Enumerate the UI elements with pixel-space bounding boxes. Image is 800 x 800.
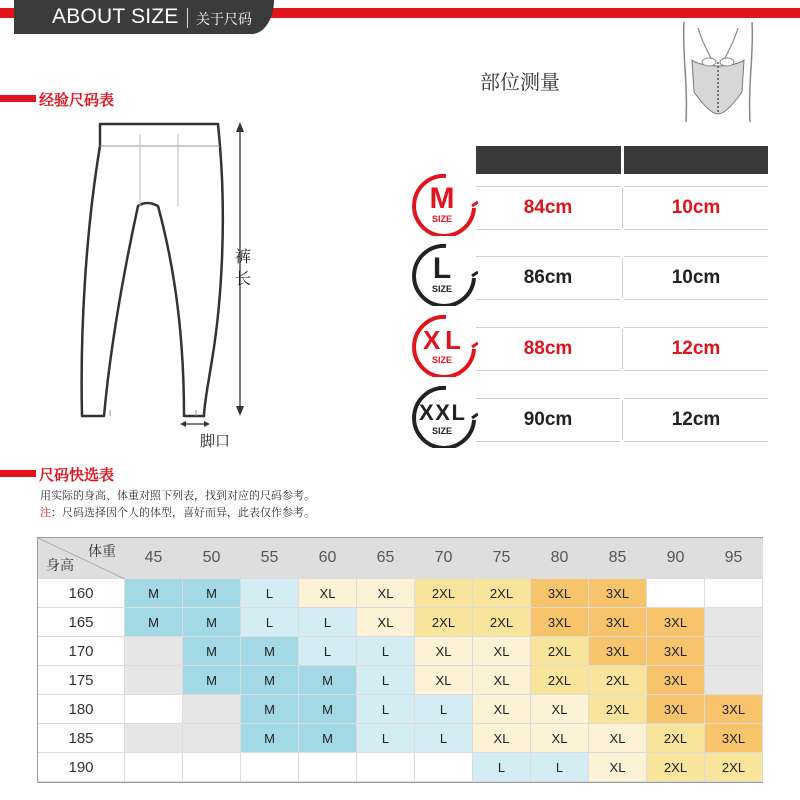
length-value-xxl: 90cm <box>476 398 620 442</box>
size-cell: XL <box>473 724 531 753</box>
size-cell: M <box>241 637 299 666</box>
size-cell: M <box>241 666 299 695</box>
length-value-l: 86cm <box>476 256 620 300</box>
size-cell: XL <box>357 579 415 608</box>
chart-corner <box>38 538 125 579</box>
length-value-xl: 88cm <box>476 327 620 371</box>
badge-size-tag: SIZE <box>431 284 453 294</box>
size-cell <box>125 637 183 666</box>
size-cell: XL <box>473 637 531 666</box>
badge-size-tag: SIZE <box>431 214 453 224</box>
weight-header: 55 <box>241 538 299 579</box>
weight-header: 85 <box>589 538 647 579</box>
size-cell <box>705 608 763 637</box>
size-cell <box>705 666 763 695</box>
badge-size-letter: XL <box>423 325 461 355</box>
height-header: 170 <box>38 637 125 666</box>
cuff-value-xl: 12cm <box>624 327 768 371</box>
weight-header: 50 <box>183 538 241 579</box>
size-cell: XL <box>357 608 415 637</box>
size-cell: L <box>473 753 531 782</box>
weight-header: 60 <box>299 538 357 579</box>
size-cell: L <box>357 666 415 695</box>
size-cell <box>415 753 473 782</box>
size-cell <box>183 753 241 782</box>
size-cell <box>125 695 183 724</box>
size-cell: M <box>241 724 299 753</box>
size-badge-l <box>406 242 478 306</box>
chart-note: 用实际的身高、体重对照下列表，找到对应的尺码参考。 <box>40 489 315 502</box>
section2-title: 尺码快选表 <box>39 466 115 484</box>
size-cell: 2XL <box>705 753 763 782</box>
size-cell: L <box>357 724 415 753</box>
section1-title: 经验尺码表 <box>39 91 115 109</box>
size-cell: L <box>241 579 299 608</box>
size-cell: 3XL <box>589 579 647 608</box>
size-cell: XL <box>299 579 357 608</box>
size-cell: 3XL <box>705 695 763 724</box>
size-badge-xl <box>406 313 478 377</box>
size-cell <box>705 579 763 608</box>
row-separator <box>622 400 623 440</box>
size-badge-m <box>406 172 478 236</box>
size-cell: L <box>415 695 473 724</box>
size-cell: 3XL <box>705 724 763 753</box>
size-cell: M <box>299 695 357 724</box>
corner-weight-label: 体重 <box>88 543 116 559</box>
size-cell: 3XL <box>531 608 589 637</box>
measure-title: 部位测量 <box>480 70 560 94</box>
size-cell <box>183 695 241 724</box>
badge-size-letter: L <box>432 252 452 285</box>
size-cell: 3XL <box>589 608 647 637</box>
size-cell: 2XL <box>415 608 473 637</box>
size-cell: 2XL <box>531 666 589 695</box>
size-cell: 3XL <box>647 695 705 724</box>
weight-header: 90 <box>647 538 705 579</box>
cuff-value-m: 10cm <box>624 186 768 230</box>
size-cell: M <box>299 666 357 695</box>
pants-cuff-label: 脚口 <box>200 432 231 450</box>
size-cell: L <box>531 753 589 782</box>
size-cell: L <box>357 637 415 666</box>
size-cell: M <box>183 608 241 637</box>
size-cell: 2XL <box>473 579 531 608</box>
height-header: 175 <box>38 666 125 695</box>
height-header: 190 <box>38 753 125 782</box>
size-cell: 2XL <box>473 608 531 637</box>
size-cell: 3XL <box>647 666 705 695</box>
size-cell: XL <box>415 637 473 666</box>
size-cell: M <box>183 666 241 695</box>
size-cell: 2XL <box>647 753 705 782</box>
size-cell <box>705 637 763 666</box>
weight-header: 95 <box>705 538 763 579</box>
disclaimer-text: ：尺码选择因个人的体型，喜好而异，此表仅作参考。 <box>51 506 315 519</box>
size-cell <box>647 579 705 608</box>
size-cell <box>125 724 183 753</box>
height-header: 165 <box>38 608 125 637</box>
pants-length-label: 裤长 <box>234 247 251 288</box>
size-header-cuff <box>624 146 768 174</box>
size-cell: 3XL <box>589 637 647 666</box>
size-cell: 2XL <box>589 695 647 724</box>
header-tab <box>14 0 274 34</box>
row-separator <box>622 329 623 369</box>
section2-bar <box>0 470 36 477</box>
size-cell: 2XL <box>415 579 473 608</box>
size-cell: M <box>299 724 357 753</box>
size-cell: XL <box>473 666 531 695</box>
badge-size-tag: SIZE <box>431 426 453 436</box>
disclaimer-prefix: 注 <box>40 506 51 519</box>
weight-header: 80 <box>531 538 589 579</box>
size-cell: XL <box>589 753 647 782</box>
size-cell: XL <box>589 724 647 753</box>
height-header: 180 <box>38 695 125 724</box>
corner-height-label: 身高 <box>46 557 74 573</box>
size-cell: M <box>183 579 241 608</box>
size-cell <box>125 753 183 782</box>
row-separator <box>622 188 623 228</box>
hip-measure-illustration <box>662 22 774 122</box>
size-cell: 3XL <box>647 608 705 637</box>
weight-header: 70 <box>415 538 473 579</box>
size-cell: XL <box>531 724 589 753</box>
section1-bar <box>0 95 36 102</box>
chart-disclaimer <box>40 504 315 520</box>
weight-header: 75 <box>473 538 531 579</box>
size-cell: 2XL <box>589 666 647 695</box>
header-divider <box>187 8 188 28</box>
size-cell <box>299 753 357 782</box>
size-cell: 2XL <box>647 724 705 753</box>
size-cell: L <box>299 637 357 666</box>
weight-header: 45 <box>125 538 183 579</box>
length-value-m: 84cm <box>476 186 620 230</box>
size-header-length <box>476 146 621 174</box>
size-cell: L <box>357 695 415 724</box>
height-header: 185 <box>38 724 125 753</box>
header-title-en: ABOUT SIZE <box>52 5 179 28</box>
size-cell: M <box>241 695 299 724</box>
size-cell: XL <box>415 666 473 695</box>
size-cell: M <box>125 608 183 637</box>
size-cell: M <box>125 579 183 608</box>
weight-header: 65 <box>357 538 415 579</box>
height-header: 160 <box>38 579 125 608</box>
size-cell: L <box>241 608 299 637</box>
size-cell: L <box>415 724 473 753</box>
size-cell: XL <box>531 695 589 724</box>
size-badge-xxl <box>406 384 478 448</box>
cuff-value-xxl: 12cm <box>624 398 768 442</box>
size-cell: 3XL <box>531 579 589 608</box>
badge-size-letter: XXL <box>419 400 465 425</box>
cuff-value-l: 10cm <box>624 256 768 300</box>
size-cell: 2XL <box>531 637 589 666</box>
size-cell <box>183 724 241 753</box>
size-cell <box>125 666 183 695</box>
size-cell: M <box>183 637 241 666</box>
size-cell <box>241 753 299 782</box>
badge-size-tag: SIZE <box>431 355 453 365</box>
size-quick-chart <box>37 537 763 783</box>
badge-size-letter: M <box>429 182 455 215</box>
header-title-cn: 关于尺码 <box>196 12 252 28</box>
size-cell: XL <box>473 695 531 724</box>
size-cell <box>357 753 415 782</box>
row-separator <box>622 258 623 298</box>
size-cell: L <box>299 608 357 637</box>
size-cell: 3XL <box>647 637 705 666</box>
